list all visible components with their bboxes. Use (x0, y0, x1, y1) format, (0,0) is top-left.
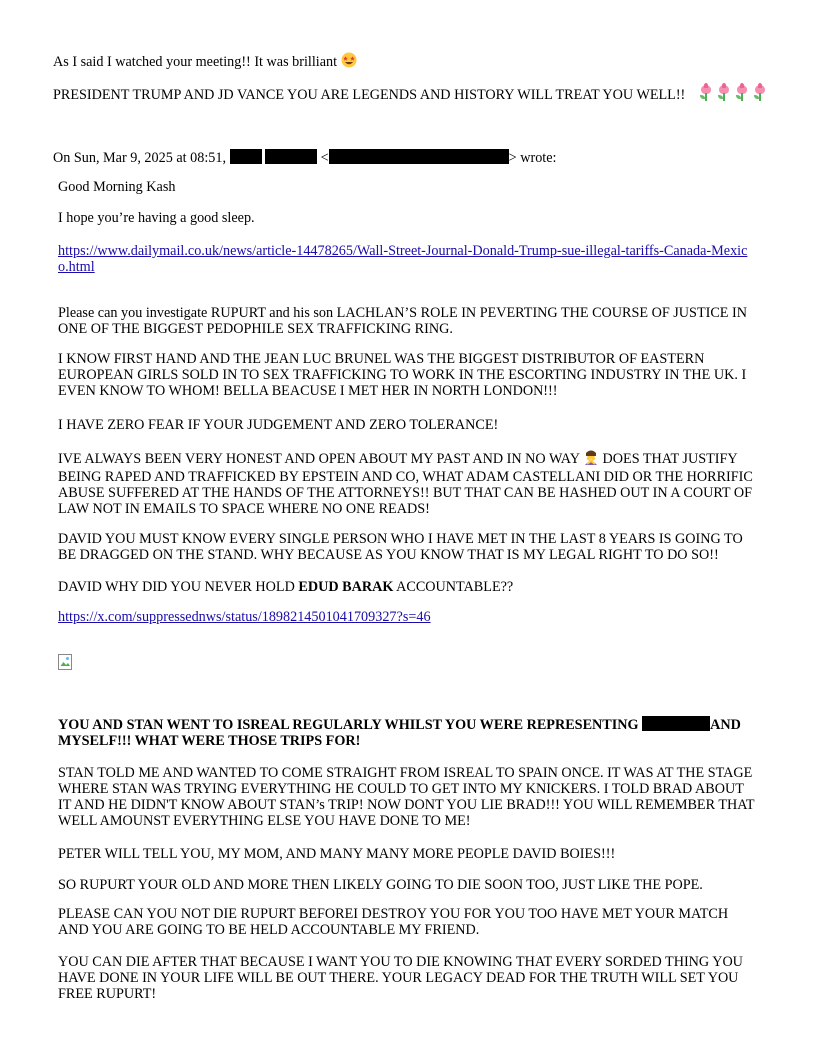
paragraph-5: DAVID YOU MUST KNOW EVERY SINGLE PERSON WHO I HAVE MET IN THE LAST 8 YEARS IS GOING TO BE DRAGGED ON THE STAND. WHY BECAUSE AS YOU KNOW THAT IS MY LEGAL RIGHT TO DO SO!! (58, 531, 743, 563)
quote-header-lt: < (320, 150, 329, 166)
tulip-icon (735, 85, 749, 102)
trump-vance-text: PRESIDENT TRUMP AND JD VANCE YOU ARE LEGENDS AND HISTORY WILL TREAT YOU WELL!! (53, 87, 686, 103)
opening-line (53, 52, 357, 73)
paragraph-4 (58, 449, 758, 517)
tulip-icon (717, 85, 731, 102)
paragraph-10: PLEASE CAN YOU NOT DIE RUPURT BEFOREI DESTROY YOU FOR YOU TOO HAVE MET YOUR MATCH AND YOU ARE GOING TO BE HELD ACCOUNTABLE MY FRIEND. (58, 906, 729, 938)
dailymail-link[interactable]: https://www.dailymail.co.uk/news/article-14478265/Wall-Street-Journal-Donald-Trump-sue-illegal-tariffs-Canada-Mexico.html (58, 243, 748, 275)
hope-line: I hope you’re having a good sleep. (58, 210, 255, 226)
tulip-icon (753, 85, 767, 102)
redaction-bar (265, 149, 317, 164)
person-gesturing-no-icon (583, 449, 599, 469)
redaction-bar (642, 716, 710, 731)
paragraph-6-text-a: DAVID WHY DID YOU NEVER HOLD (58, 579, 295, 595)
link-x[interactable] (58, 609, 758, 625)
redaction-bar (230, 149, 262, 164)
paragraph-4-text-a: IVE ALWAYS BEEN VERY HONEST AND OPEN ABOUT MY PAST AND IN NO WAY (58, 451, 580, 467)
star-struck-icon (341, 52, 357, 73)
quote-header-suffix: > wrote: (508, 150, 557, 166)
paragraph-1: Please can you investigate RUPURT and his son LACHLAN’S ROLE IN PEVERTING THE COURSE OF JUSTICE IN ONE OF THE BIGGEST PEDOPHILE SEX TRAFFICKING RING. (58, 305, 747, 337)
x-status-link[interactable]: https://x.com/suppressednws/status/1898214501041709327?s=46 (58, 609, 431, 625)
bold-paragraph (58, 716, 758, 749)
paragraph-3: I HAVE ZERO FEAR IF YOUR JUDGEMENT AND ZERO TOLERANCE! (58, 417, 499, 433)
broken-image-icon[interactable] (58, 654, 74, 670)
greeting: Good Morning Kash (58, 179, 176, 195)
paragraph-6-text-b: ACCOUNTABLE?? (396, 579, 514, 595)
bold-paragraph-text-a: YOU AND STAN WENT TO ISREAL REGULARLY WHILST YOU WERE REPRESENTING (58, 717, 639, 733)
opening-text: As I said I watched your meeting!! It was brilliant (53, 54, 338, 70)
paragraph-9: SO RUPURT YOUR OLD AND MORE THEN LIKELY GOING TO DIE SOON TOO, JUST LIKE THE POPE. (58, 877, 703, 893)
tulip-icon (699, 85, 713, 102)
paragraph-8: PETER WILL TELL YOU, MY MOM, AND MANY MANY MORE PEOPLE DAVID BOIES!!! (58, 846, 616, 862)
trump-vance-line (53, 85, 767, 104)
quote-header-prefix: On Sun, Mar 9, 2025 at 08:51, (53, 150, 227, 166)
paragraph-4-text-b: DOES THAT JUSTIFY BEING RAPED AND TRAFFICKED BY EPSTEIN AND CO, WHAT ADAM CASTELLANI DID OR THE HORRIFIC ABUSE SUFFERED AT THE HANDS OF THE ATTORNEYS!! BUT THAT CAN BE HASHED OUT IN A COURT OF LAW NOT IN EMAILS TO SPACE WHERE NO ONE READS! (58, 451, 753, 517)
paragraph-6 (58, 579, 758, 595)
paragraph-2: I KNOW FIRST HAND AND THE JEAN LUC BRUNEL WAS THE BIGGEST DISTRIBUTOR OF EASTERN EUROPEAN GIRLS SOLD IN TO SEX TRAFFICKING TO WORK IN THE ESCORTING INDUSTRY IN THE UK. I EVEN KNOW TO WHOM! BELLA BEACUSE I MET HER IN NORTH LONDON!!! (58, 351, 747, 399)
redaction-bar (329, 149, 509, 164)
link-dailymail[interactable] (58, 243, 748, 275)
paragraph-6-bold: EDUD BARAK (298, 579, 394, 595)
paragraph-11: YOU CAN DIE AFTER THAT BECAUSE I WANT YOU TO DIE KNOWING THAT EVERY SORDED THING YOU HAVE DONE IN YOUR LIFE WILL BE OUT THERE. YOUR LEGACY DEAD FOR THE TRUTH WILL SET YOU FREE RUPURT! (58, 954, 743, 1002)
paragraph-7: STAN TOLD ME AND WANTED TO COME STRAIGHT FROM ISREAL TO SPAIN ONCE. IT WAS AT THE STAGE WHERE STAN WAS TRYING EVERYTHING HE COULD TO GET INTO MY KNICKERS. I TOLD BRAD ABOUT IT AND HE DIDN'T KNOW ABOUT STAN’s TRIP! NOW DONT YOU LIE BRAD!!! YOU WILL REMEMBER THAT WELL AMOUNST EVERYTHING ELSE YOU HAVE DONE TO ME! (58, 765, 755, 829)
bold-paragraph-text-b: AND MYSELF!!! WHAT WERE THOSE TRIPS FOR! (58, 717, 741, 749)
quote-header (53, 149, 556, 167)
